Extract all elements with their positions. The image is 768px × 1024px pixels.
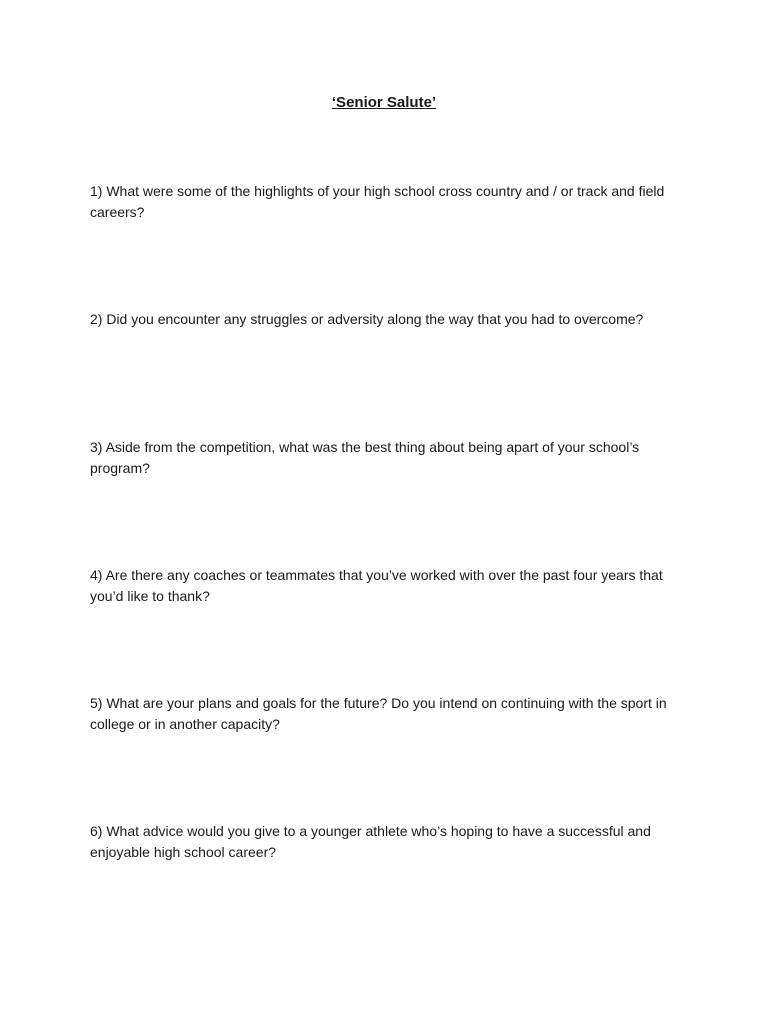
document-title: ‘Senior Salute’: [331, 94, 437, 111]
question-2: 2) Did you encounter any struggles or adversity along the way that you had to overcome?: [90, 311, 644, 327]
question-4: 4) Are there any coaches or teammates that you’ve worked with over the past four years that you’d like to thank?: [90, 567, 663, 604]
question-5: 5) What are your plans and goals for the future? Do you intend on continuing with the sport in college or in another capacity?: [90, 695, 667, 732]
question-6: 6) What advice would you give to a younger athlete who’s hoping to have a successful and enjoyable high school career?: [90, 823, 651, 860]
question-3: 3) Aside from the competition, what was the best thing about being apart of your school’s program?: [90, 439, 640, 476]
question-1: 1) What were some of the highlights of your high school cross country and / or track and field careers?: [90, 183, 665, 220]
